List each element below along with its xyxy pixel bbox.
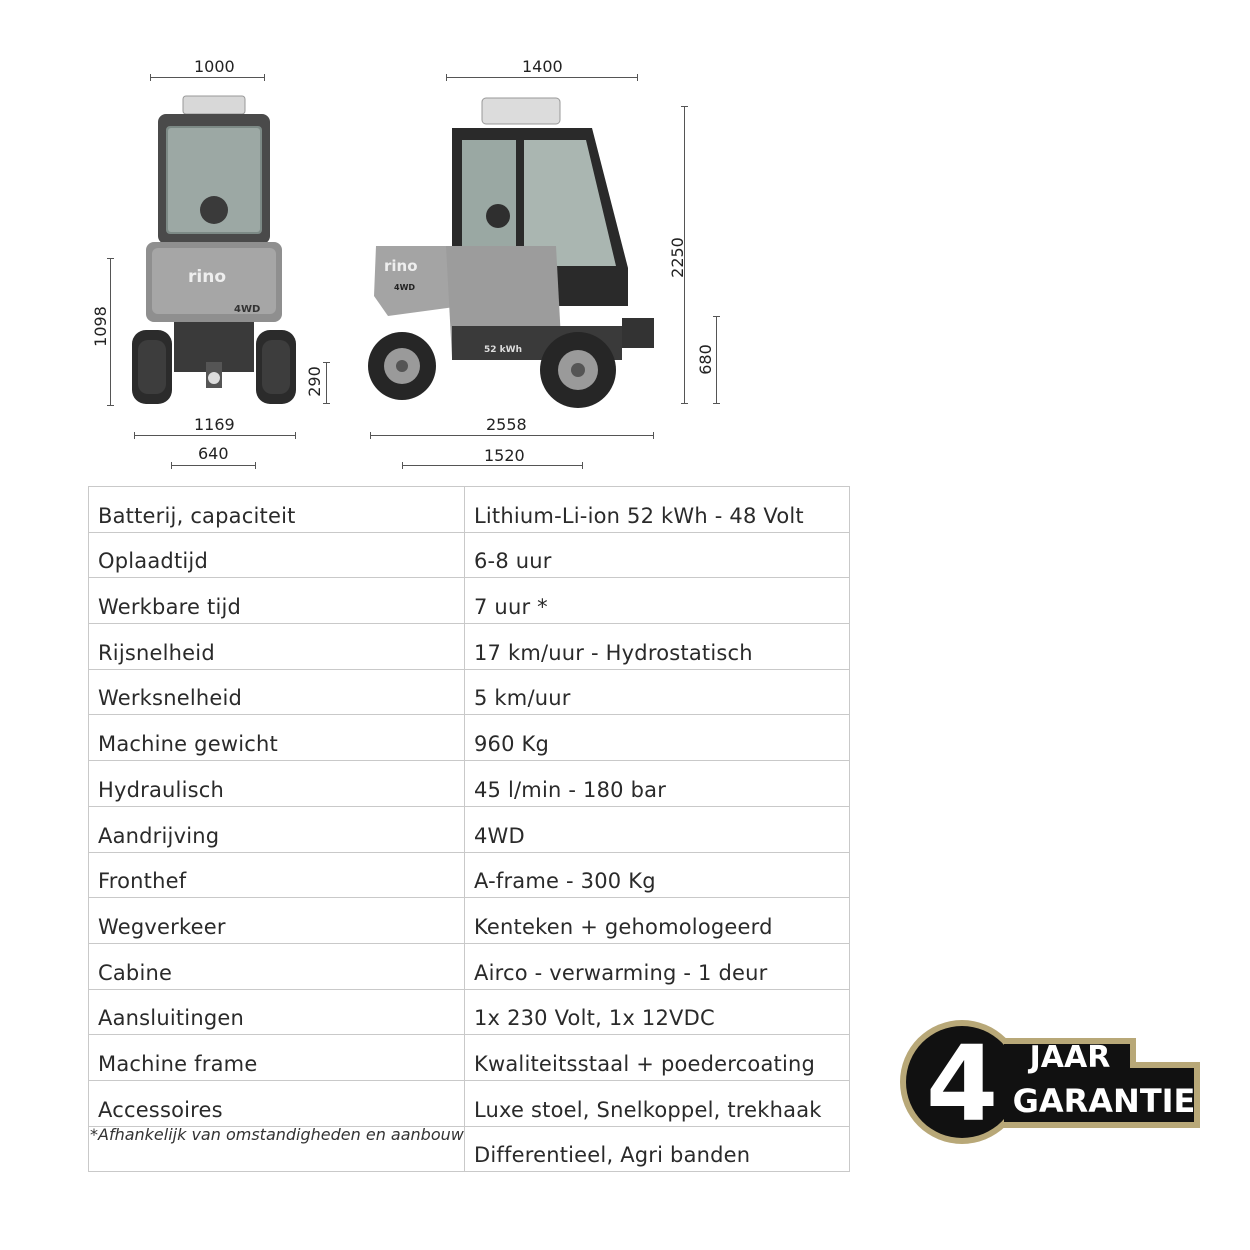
- vehicle-side-view: [366, 96, 656, 411]
- spec-label: Oplaadtijd: [89, 532, 465, 578]
- spec-label: Wegverkeer: [89, 898, 465, 944]
- side-battery-badge: 52 kWh: [484, 345, 522, 355]
- table-row: [89, 1080, 850, 1126]
- dim-side-length-top: 1400: [522, 57, 563, 76]
- table-row: [89, 624, 850, 670]
- spec-value: Differentieel, Agri banden: [465, 1126, 850, 1172]
- spec-label: Machine gewicht: [89, 715, 465, 761]
- table-row: [89, 669, 850, 715]
- dim-line-hitch-height: [716, 316, 717, 404]
- dim-front-inner: 640: [198, 444, 229, 463]
- table-row: [89, 532, 850, 578]
- spec-value: 7 uur *: [465, 578, 850, 624]
- dim-total-height: 2250: [667, 237, 687, 278]
- spec-value: 6-8 uur: [465, 532, 850, 578]
- spec-table-body: [89, 487, 850, 1172]
- table-row: [89, 715, 850, 761]
- footnote: *Afhankelijk van omstandigheden en aanbouw: [90, 1125, 464, 1144]
- spec-value: 5 km/uur: [465, 669, 850, 715]
- spec-table: [88, 486, 850, 1172]
- table-row: [89, 989, 850, 1035]
- dim-line-front-track: [134, 435, 296, 436]
- table-row: [89, 487, 850, 533]
- spec-value: Lithium-Li-ion 52 kWh - 48 Volt: [465, 487, 850, 533]
- table-row: [89, 1035, 850, 1081]
- dim-front-track: 1169: [194, 415, 235, 434]
- dim-side-total-length: 2558: [486, 415, 527, 434]
- spec-value: Luxe stoel, Snelkoppel, trekhaak: [465, 1080, 850, 1126]
- dim-line-front-inner: [171, 465, 256, 466]
- badge-line2: GARANTIE: [1012, 1082, 1196, 1120]
- table-row: [89, 943, 850, 989]
- dim-line-side-total-length: [370, 435, 654, 436]
- spec-value: Kenteken + gehomologeerd: [465, 898, 850, 944]
- dim-hitch-height: 680: [695, 344, 715, 375]
- spec-value: Kwaliteitsstaal + poedercoating: [465, 1035, 850, 1081]
- spec-label: Aandrijving: [89, 806, 465, 852]
- table-row: [89, 761, 850, 807]
- dim-line-front-height: [110, 258, 111, 406]
- dim-line-front-width: [150, 77, 265, 78]
- spec-label: Machine frame: [89, 1035, 465, 1081]
- spec-label: Rijsnelheid: [89, 624, 465, 670]
- dim-line-wheelbase: [402, 465, 583, 466]
- dim-line-side-length-top: [446, 77, 638, 78]
- spec-label: Werksnelheid: [89, 669, 465, 715]
- dim-front-width: 1000: [194, 57, 235, 76]
- table-row: [89, 898, 850, 944]
- vehicle-front-view: [128, 92, 300, 407]
- badge-number: 4: [925, 1023, 999, 1145]
- spec-label: Aansluitingen: [89, 989, 465, 1035]
- spec-label: Werkbare tijd: [89, 578, 465, 624]
- dim-ground-clearance: 290: [304, 366, 324, 397]
- table-row: [89, 852, 850, 898]
- spec-value: Airco - verwarming - 1 deur: [465, 943, 850, 989]
- side-brand-text: rino: [384, 257, 418, 275]
- dim-line-ground-clearance: [326, 362, 327, 404]
- spec-label: Fronthef: [89, 852, 465, 898]
- spec-value: 17 km/uur - Hydrostatisch: [465, 624, 850, 670]
- front-drive-badge: 4WD: [234, 304, 261, 315]
- spec-value: A-frame - 300 Kg: [465, 852, 850, 898]
- spec-value: 4WD: [465, 806, 850, 852]
- front-brand-text: rino: [188, 267, 226, 287]
- spec-label: Cabine: [89, 943, 465, 989]
- spec-value: 1x 230 Volt, 1x 12VDC: [465, 989, 850, 1035]
- dim-wheelbase: 1520: [484, 446, 525, 465]
- warranty-badge: [900, 1012, 1210, 1152]
- dim-front-height: 1098: [90, 306, 110, 347]
- spec-value: 45 l/min - 180 bar: [465, 761, 850, 807]
- badge-line1: JAAR: [1029, 1040, 1111, 1075]
- side-drive-badge: 4WD: [394, 283, 416, 292]
- table-row: [89, 578, 850, 624]
- spec-label: Accessoires: [89, 1080, 465, 1126]
- spec-label: Hydraulisch: [89, 761, 465, 807]
- dimension-drawing: [0, 0, 900, 480]
- table-row: [89, 806, 850, 852]
- spec-value: 960 Kg: [465, 715, 850, 761]
- spec-label: Batterij, capaciteit: [89, 487, 465, 533]
